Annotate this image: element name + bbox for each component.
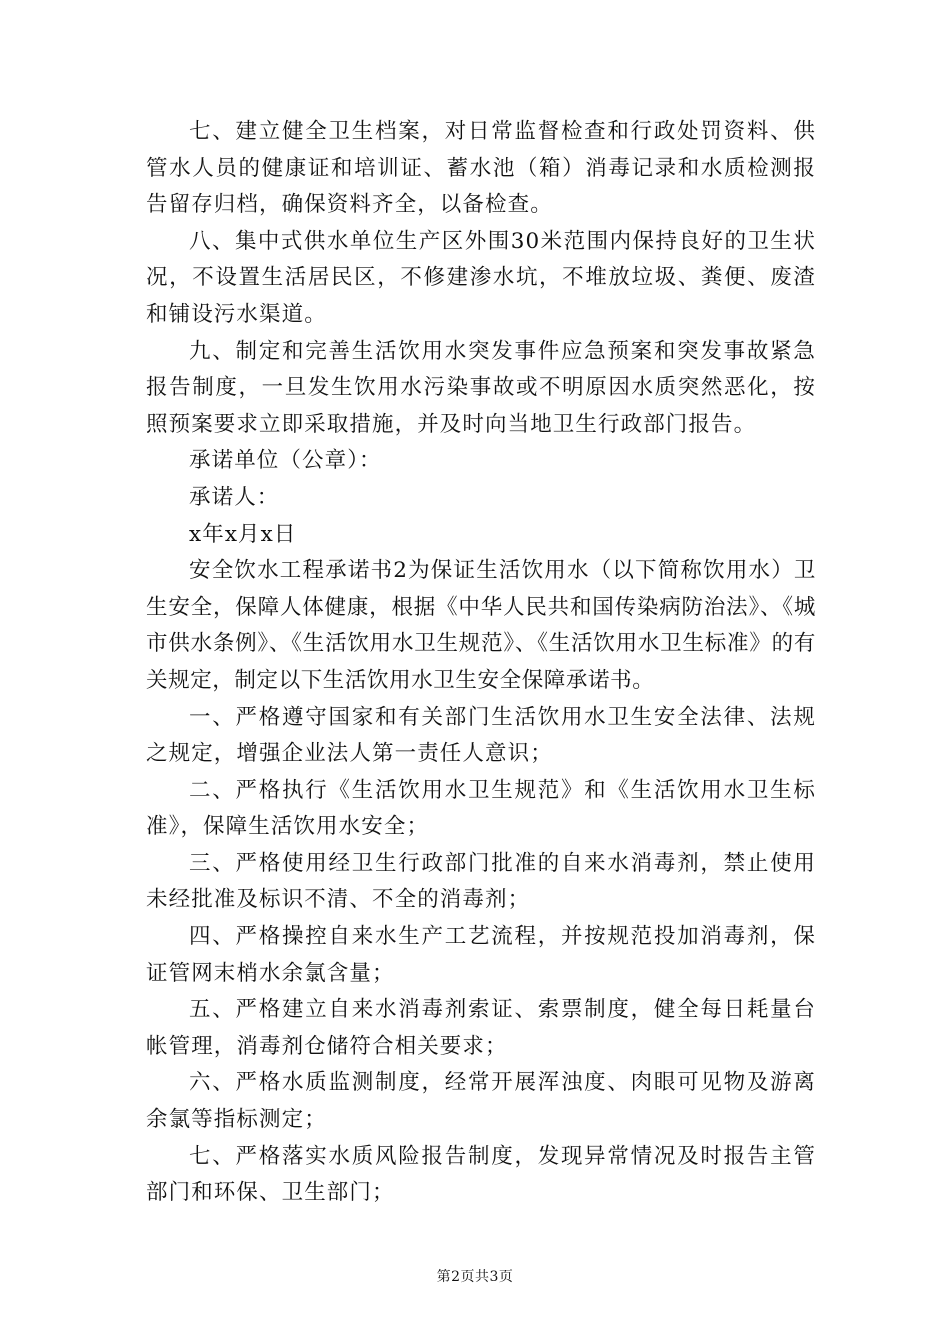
- signature-date: x年x月x日: [189, 521, 297, 547]
- paragraph-commitment-2-intro: 安全饮水工程承诺书2为保证生活饮用水（以下简称饮用水）卫生安全，保障人体健康，根据《中华人民共和国传染病防治法》、《城市供水条例》、《生活饮用水卫生规范》、《生活饮用水卫生标准》的有关规定，制定以下生活饮用水卫生安全保障承诺书。: [146, 558, 816, 693]
- paragraph-item-three: 三、严格使用经卫生行政部门批准的自来水消毒剂，禁止使用未经批准及标识不清、不全的消毒剂；: [146, 850, 816, 913]
- paragraph-item-five: 五、严格建立自来水消毒剂索证、索票制度，健全每日耗量台帐管理，消毒剂仓储符合相关要求；: [146, 997, 816, 1059]
- paragraph-item-two: 二、严格执行《生活饮用水卫生规范》和《生活饮用水卫生标准》，保障生活饮用水安全；: [146, 777, 816, 840]
- page-number: 第2页共3页: [436, 1269, 514, 1285]
- paragraph-nine-emergency-plan: 九、制定和完善生活饮用水突发事件应急预案和突发事故紧急报告制度，一旦发生饮用水污染事故或不明原因水质突然恶化，按照预案要求立即采取措施，并及时向当地卫生行政部门报告。: [146, 338, 816, 437]
- paragraph-item-one: 一、严格遵守国家和有关部门生活饮用水卫生安全法律、法规之规定，增强企业法人第一责任人意识；: [146, 704, 816, 767]
- paragraph-item-four: 四、严格操控自来水生产工艺流程，并按规范投加消毒剂，保证管网末梢水余氯含量；: [146, 924, 816, 986]
- paragraph-eight-production-area: 八、集中式供水单位生产区外围30米范围内保持良好的卫生状况，不设置生活居民区，不修建渗水坑，不堆放垃圾、粪便、废渣和铺设污水渠道。: [146, 228, 816, 327]
- paragraph-seven-archives: 七、建立健全卫生档案，对日常监督检查和行政处罚资料、供管水人员的健康证和培训证、蓄水池（箱）消毒记录和水质检测报告留存归档，确保资料齐全，以备检查。: [146, 119, 816, 218]
- paragraph-item-six: 六、严格水质监测制度，经常开展浑浊度、肉眼可见物及游离余氯等指标测定；: [146, 1070, 816, 1133]
- document-body: [146, 114, 816, 1212]
- paragraph-item-seven: 七、严格落实水质风险报告制度，发现异常情况及时报告主管部门和环保、卫生部门；: [146, 1143, 816, 1206]
- signature-person-label: 承诺人：: [189, 484, 280, 510]
- signature-unit-label: 承诺单位（公章）：: [189, 448, 382, 474]
